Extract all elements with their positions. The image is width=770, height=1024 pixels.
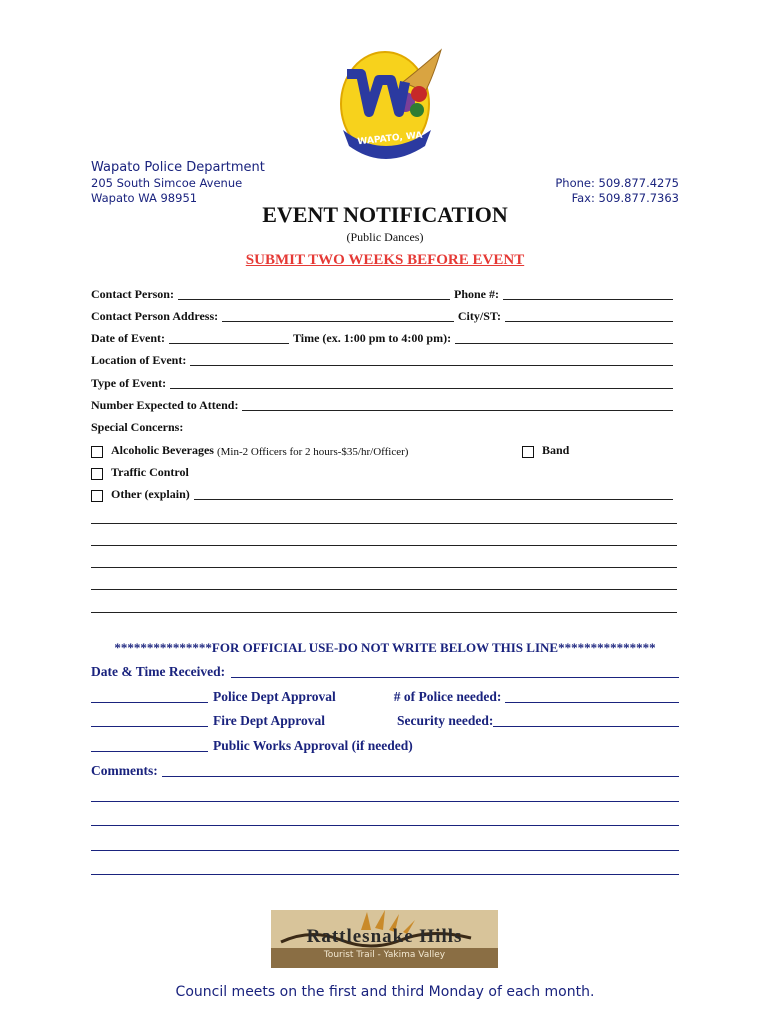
other-field[interactable] [194,488,673,500]
phone-field[interactable] [503,288,673,300]
address-line-1: 205 South Simcoe Avenue [91,176,243,190]
contact-address-label: Contact Person Address: [91,309,219,323]
phone-label: Phone #: [454,287,499,301]
row-special-concerns [91,420,677,435]
time-field[interactable] [455,332,673,344]
row-contact-address [91,309,677,324]
location-field[interactable] [190,354,673,366]
explain-line-3[interactable] [91,567,677,568]
band-checkbox[interactable] [522,446,534,458]
logo-text: WAPATO, WA [357,130,423,148]
row-alcoholic [91,443,677,458]
row-number-expected [91,398,677,413]
other-checkbox[interactable] [91,490,103,502]
official-use-banner: ***************FOR OFFICIAL USE-DO NOT WRITE BELOW THIS LINE*************** [114,640,656,655]
contact-address-field[interactable] [222,310,454,322]
wapato-logo [333,42,443,162]
time-label: Time (ex. 1:00 pm to 4:00 pm): [292,331,452,345]
comments-line-4[interactable] [91,874,679,875]
explain-line-2[interactable] [91,545,677,546]
row-public-works [91,738,679,754]
explain-line-1[interactable] [91,523,677,524]
num-police-field[interactable] [505,690,679,703]
explain-line-5[interactable] [91,612,677,613]
row-traffic [91,465,677,480]
submit-notice: SUBMIT TWO WEEKS BEFORE EVENT [245,252,525,268]
date-received-label: Date & Time Received: [91,664,226,679]
comments-line-3[interactable] [91,850,679,851]
page-subtitle: (Public Dances) [346,230,424,244]
department-contact [555,176,679,205]
comments-label: Comments: [91,763,158,778]
explain-line-4[interactable] [91,589,677,590]
num-police-label: # of Police needed: [393,689,502,704]
type-label: Type of Event: [91,376,167,390]
contact-person-label: Contact Person: [91,287,174,301]
type-field[interactable] [170,377,673,389]
number-expected-field[interactable] [242,399,673,411]
other-label: Other (explain) [111,487,190,501]
fire-approval-label: Fire Dept Approval [213,713,326,728]
page-title: EVENT NOTIFICATION [262,202,508,227]
fire-approval-field[interactable] [91,714,208,727]
row-band [522,443,569,458]
row-location [91,353,677,368]
comments-line-2[interactable] [91,825,679,826]
address-line-2: Wapato WA 98951 [91,190,198,205]
row-contact-person [91,287,677,302]
phone-number: Phone: 509.877.4275 [555,176,679,190]
alcoholic-checkbox[interactable] [91,446,103,458]
row-date-received [91,664,679,680]
city-st-label: City/ST: [457,309,501,323]
public-works-field[interactable] [91,739,208,752]
traffic-checkbox[interactable] [91,468,103,480]
special-concerns-label: Special Concerns: [91,420,184,434]
department-name: Wapato Police Department [91,160,265,175]
row-fire-approval [91,713,679,729]
band-label: Band [542,443,570,457]
location-label: Location of Event: [91,353,187,367]
badge-subtitle: Tourist Trail - Yakima Valley [323,950,446,960]
department-address [91,176,242,205]
badge-title: Rattlesnake Hills [306,926,463,947]
traffic-label: Traffic Control [111,465,189,479]
footer-note: Council meets on the first and third Monday of each month. [175,984,595,1000]
police-approval-field[interactable] [91,690,208,703]
date-received-field[interactable] [231,665,679,678]
row-type [91,376,677,391]
row-police-approval [91,689,679,705]
row-date-time [91,331,677,346]
security-field[interactable] [493,714,679,727]
police-approval-label: Police Dept Approval [213,689,336,704]
comments-field[interactable] [162,764,679,777]
comments-line-1[interactable] [91,801,679,802]
alcoholic-label: Alcoholic Beverages [111,443,214,457]
alcoholic-note: (Min-2 Officers for 2 hours-$35/hr/Officer) [216,446,409,458]
security-label: Security needed: [397,713,494,728]
date-of-event-label: Date of Event: [91,331,165,345]
row-other [91,487,677,502]
date-of-event-field[interactable] [169,332,289,344]
rattlesnake-hills-badge [271,910,498,968]
row-comments [91,763,679,779]
fax-number: Fax: 509.877.7363 [571,190,679,205]
number-expected-label: Number Expected to Attend: [91,398,239,412]
city-st-field[interactable] [505,310,673,322]
contact-person-field[interactable] [178,288,450,300]
public-works-label: Public Works Approval (if needed) [213,738,413,753]
